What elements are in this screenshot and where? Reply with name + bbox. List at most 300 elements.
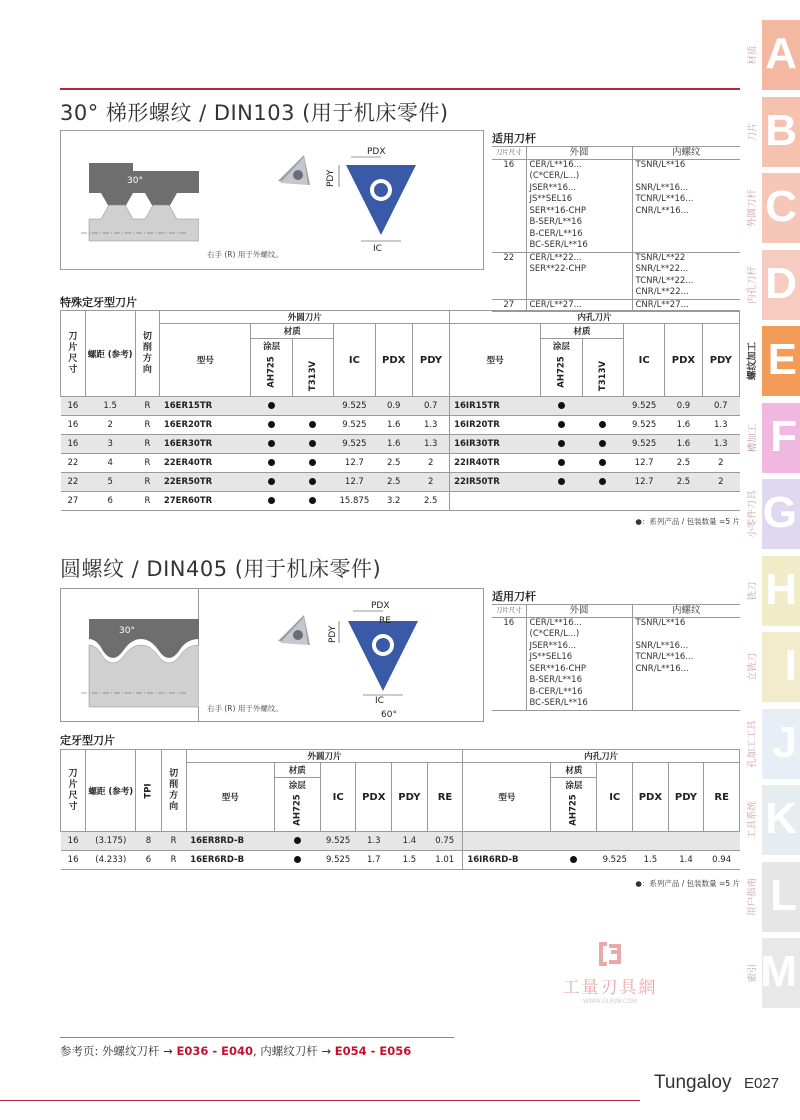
holder-table-din103 [492, 146, 740, 312]
side-tab-letter: B [765, 105, 797, 155]
holder-col-int: 内螺纹 [632, 605, 740, 618]
side-tab-label: 铣刀 [747, 580, 759, 601]
cell-int-ic: 9.525 [597, 851, 633, 870]
cell-ext-pdy: 2 [412, 454, 449, 473]
holder-col-size: 刀片尺寸 [492, 605, 526, 618]
cell-int-grade1 [541, 492, 582, 511]
cell-direction: R [135, 492, 160, 511]
side-tab-e[interactable] [747, 326, 800, 396]
watermark-url: WWW.GLRJW.COM [582, 998, 638, 1005]
col-size: 刀片尺寸 [61, 750, 86, 832]
side-tab-label: 小零件刀具 [747, 490, 759, 538]
holder-size [492, 229, 526, 241]
side-tab-h[interactable] [747, 556, 800, 626]
table-title-fixed: 定牙型刀片 [60, 734, 115, 747]
side-tab-label: 外圆刀杆 [747, 188, 759, 228]
holder-row [492, 240, 740, 252]
cell-tpi: 8 [136, 832, 161, 851]
side-tab-letter: L [770, 870, 797, 920]
holder-size [492, 698, 526, 710]
cell-int-grade2 [582, 492, 623, 511]
col-ext-re: RE [427, 763, 463, 832]
holder-ext: SER**16-CHP [526, 664, 632, 676]
holder-ext: CER/L**22... [526, 252, 632, 264]
holder-size [492, 675, 526, 687]
side-tab-i[interactable] [747, 632, 800, 702]
side-tab-a[interactable] [747, 20, 800, 90]
insert-dimension-drawing [321, 145, 441, 255]
thread-profile-drawing [61, 131, 199, 269]
top-rule [60, 88, 740, 90]
angle-label: 30° [127, 176, 143, 186]
series-dot-icon [268, 459, 275, 466]
cell-ext-ic: 12.7 [334, 473, 375, 492]
col-int-material: 材质 [541, 324, 624, 339]
hand-note: 右手 (R) 用于外螺纹。 [207, 704, 283, 713]
holder-ext [526, 287, 632, 299]
series-dot-icon [599, 459, 606, 466]
holder-size [492, 206, 526, 218]
side-tab-letter: H [765, 564, 797, 614]
holder-int: SNR/L**16... [635, 640, 689, 651]
cell-ext-ic: 9.525 [334, 435, 375, 454]
table-title-special: 特殊定牙型刀片 [60, 296, 137, 309]
cell-int-re [704, 832, 740, 851]
cell-int-model: 16IR30TR [450, 435, 541, 454]
series-dot-icon [558, 459, 565, 466]
holder-col-size: 刀片尺寸 [492, 147, 526, 160]
cell-int-ic: 9.525 [623, 416, 664, 435]
cell-pitch: 4 [85, 454, 135, 473]
svg-text:IC: IC [375, 696, 384, 706]
cell-int-ic: 9.525 [623, 397, 664, 416]
cell-direction: R [161, 832, 186, 851]
svg-text:IC: IC [373, 244, 382, 254]
holder-int [632, 698, 740, 710]
holder-ext [526, 276, 632, 288]
ref-link-int-holders[interactable]: E054 - E056 [334, 1044, 412, 1058]
col-ext-grade2: T313V [292, 339, 333, 397]
series-dot-icon [268, 478, 275, 485]
brand-logo: Tungaloy [654, 1072, 732, 1093]
svg-text:PDX: PDX [367, 147, 386, 157]
cell-ext-pdy: 1.5 [392, 851, 428, 870]
section-title-din405: 圆螺纹 / DIN405 (用于机床零件) [60, 557, 382, 581]
cell-int-grade2 [582, 435, 623, 454]
holder-ext: SER**22-CHP [526, 264, 632, 276]
cell-int-model: 16IR15TR [450, 397, 541, 416]
series-dot-icon [309, 459, 316, 466]
col-int-grade: 涂层 AH725 [551, 778, 597, 832]
holder-size [492, 217, 526, 229]
holder-size: 16 [503, 159, 515, 170]
cell-int-re: 0.94 [704, 851, 740, 870]
cell-ext-model: 16ER20TR [160, 416, 251, 435]
series-dot-icon [558, 440, 565, 447]
bottom-rule [0, 1100, 640, 1101]
holder-size [492, 276, 526, 288]
side-tab-letter: E [767, 335, 797, 384]
table-row [61, 492, 740, 511]
side-tab-d[interactable] [747, 250, 800, 320]
side-tab-label: 立铣刀 [747, 652, 759, 682]
holder-table-din405 [492, 604, 740, 711]
insert-table-din405 [60, 749, 740, 870]
cell-size: 16 [61, 851, 86, 870]
svg-text:PDX: PDX [371, 601, 390, 611]
legend-din103: ●：系列产品 / 包装数量 =5 片 [635, 517, 740, 526]
cell-ext-grade2 [292, 454, 333, 473]
cell-int-grade2 [582, 416, 623, 435]
cell-int-pdx: 1.5 [633, 851, 669, 870]
cell-ext-model: 22ER40TR [160, 454, 251, 473]
hand-note: 右手 (R) 用于外螺纹。 [207, 250, 283, 259]
cell-pitch: 5 [85, 473, 135, 492]
side-tab-c[interactable] [747, 173, 800, 243]
side-tab-label: 螺纹加工 [747, 341, 759, 381]
cell-ext-model: 16ER6RD-B [186, 851, 274, 870]
cell-ext-grade2 [292, 492, 333, 511]
holder-col-ext: 外圆 [526, 605, 632, 618]
ref-link-ext-holders[interactable]: E036 - E040 [176, 1044, 253, 1058]
cell-int-pdx: 1.6 [665, 435, 702, 454]
holder-size: 27 [492, 299, 526, 312]
series-dot-icon [309, 497, 316, 504]
cell-size: 16 [61, 435, 86, 454]
series-dot-icon [294, 856, 301, 863]
table-row [61, 435, 740, 454]
cell-ext-ic: 12.7 [334, 454, 375, 473]
round-thread-profile-drawing [61, 589, 199, 721]
cell-ext-pdy: 0.7 [412, 397, 449, 416]
footer-rule [60, 1037, 454, 1038]
series-dot-icon [599, 478, 606, 485]
holder-ext: CER/L**27... [526, 299, 632, 312]
holder-title: 适用刀杆 [492, 132, 536, 145]
cell-ext-pdy: 2.5 [412, 492, 449, 511]
holder-row [492, 159, 740, 183]
cell-int-pdy: 0.7 [702, 397, 739, 416]
table-row [61, 851, 740, 870]
col-int-pdy: PDY [668, 763, 704, 832]
holder-ext: JSER**16... [526, 641, 632, 653]
cell-ext-model: 16ER8RD-B [186, 832, 274, 851]
holder-int [632, 675, 740, 687]
cell-size: 16 [61, 832, 86, 851]
cell-int-grade2 [582, 454, 623, 473]
cell-ext-grade1 [251, 492, 292, 511]
cell-int-ic [597, 832, 633, 851]
holder-row [492, 617, 740, 641]
insert-table-din103 [60, 310, 740, 511]
series-dot-icon [294, 837, 301, 844]
holder-row [492, 194, 740, 206]
cell-size: 27 [61, 492, 86, 511]
cell-ext-ic: 9.525 [320, 851, 356, 870]
side-tab-letter: C [765, 182, 797, 231]
cell-ext-re: 0.75 [427, 832, 463, 851]
holder-ext: JS**SEL16 [526, 194, 632, 206]
cell-direction: R [135, 454, 160, 473]
col-int-ic: IC [623, 324, 664, 397]
side-tab-letter: K [765, 794, 797, 843]
cell-ext-pdy: 1.4 [392, 832, 428, 851]
col-size: 刀片尺寸 [61, 311, 86, 397]
cell-pitch: 6 [85, 492, 135, 511]
holder-row [492, 641, 740, 653]
holder-ext: BC-SER/L**16 [526, 240, 632, 252]
table-row [61, 832, 740, 851]
series-dot-icon [558, 478, 565, 485]
col-group-int: 内孔刀片 [463, 750, 740, 763]
holder-int: TCNR/L**22... [635, 275, 694, 286]
col-ext-model: 型号 [160, 324, 251, 397]
side-tab-letter: A [765, 29, 797, 78]
page-number: E027 [744, 1075, 780, 1092]
side-tab-label: 孔加工工具 [747, 719, 759, 768]
col-direction: 切削方向 [135, 311, 160, 397]
watermark-text: 工量刃具網 [562, 978, 658, 998]
cell-int-grade2 [582, 473, 623, 492]
cell-int-pdy: 2 [702, 454, 739, 473]
cell-int-pdy [668, 832, 704, 851]
cell-int-grade1 [541, 435, 582, 454]
holder-row [492, 652, 740, 664]
table-row [61, 454, 740, 473]
holder-size [492, 240, 526, 252]
side-tab-j[interactable] [747, 709, 800, 779]
cell-int-pdy: 1.4 [668, 851, 704, 870]
holder-row [492, 229, 740, 241]
holder-int [632, 240, 740, 252]
side-tab-letter: J [772, 717, 797, 767]
cell-int-grade2 [582, 397, 623, 416]
holder-size [492, 641, 526, 653]
cell-ext-grade1 [251, 454, 292, 473]
cell-pitch: 1.5 [85, 397, 135, 416]
cell-int-pdx: 2.5 [665, 473, 702, 492]
table-row [61, 416, 740, 435]
holder-size: 16 [503, 617, 515, 628]
insert-dimension-drawing [323, 599, 453, 721]
cell-int-ic: 12.7 [623, 454, 664, 473]
holder-int: TSNR/L**16 [635, 617, 686, 628]
cell-int-pdx: 2.5 [665, 454, 702, 473]
holder-ext: B-SER/L**16 [526, 675, 632, 687]
holder-int [632, 687, 740, 699]
cell-tpi: 6 [136, 851, 161, 870]
reference-pages: 参考页: 外螺纹刀杆 → E036 - E040, 内螺纹刀杆 → E054 - E056 [60, 1044, 412, 1058]
side-tab-g[interactable] [747, 479, 800, 549]
holder-int: CNR/L**16... [635, 205, 689, 216]
cell-int-pdx [633, 832, 669, 851]
series-dot-icon [268, 440, 275, 447]
holder-col-ext: 外圆 [526, 147, 632, 160]
holder-int: TSNR/L**22 [632, 252, 740, 264]
cell-ext-ic: 9.525 [334, 416, 375, 435]
holder-ext: CER/L**16... (C*CER/L...) [526, 617, 632, 641]
col-pitch: 螺距 (参考) [85, 311, 135, 397]
cell-int-grade1 [541, 473, 582, 492]
cell-int-pdy: 1.3 [702, 435, 739, 454]
cell-int-grade1 [541, 397, 582, 416]
cell-ext-pdx: 1.6 [375, 416, 412, 435]
side-tab-label: 内孔刀杆 [747, 265, 759, 304]
col-ext-pdy: PDY [412, 324, 449, 397]
side-tab-b[interactable] [747, 97, 800, 167]
col-int-grade2: T313V [582, 339, 623, 397]
svg-text:PDY: PDY [328, 625, 338, 643]
side-tab-letter: M [760, 947, 797, 996]
cell-int-grade [551, 832, 597, 851]
illustration-panel-din405 [60, 588, 484, 722]
illustration-panel-din103 [60, 130, 484, 270]
cell-direction: R [161, 851, 186, 870]
col-int-pdx: PDX [665, 324, 702, 397]
col-pitch: 螺距 (参考) [86, 750, 136, 832]
side-tab-label: 索引 [747, 963, 759, 983]
cell-ext-grade [274, 851, 320, 870]
holder-ext: SER**16-CHP [526, 206, 632, 218]
cell-int-pdx: 1.6 [665, 416, 702, 435]
side-tab-m[interactable] [747, 938, 800, 1008]
holder-size [492, 687, 526, 699]
table-row [61, 473, 740, 492]
holder-ext: CER/L**16... (C*CER/L...) [526, 159, 632, 183]
col-int-material: 材质 [551, 763, 597, 778]
cell-ext-ic: 15.875 [334, 492, 375, 511]
holder-row [492, 264, 740, 276]
side-tab-f[interactable] [747, 403, 800, 473]
holder-int: CNR/L**16... [635, 663, 689, 674]
series-dot-icon [599, 421, 606, 428]
cell-direction: R [135, 435, 160, 454]
cell-ext-model: 27ER60TR [160, 492, 251, 511]
side-tab-letter: I [784, 641, 797, 690]
cell-ext-model: 22ER50TR [160, 473, 251, 492]
cell-size: 16 [61, 416, 86, 435]
cell-direction: R [135, 397, 160, 416]
col-int-pdy: PDY [702, 324, 739, 397]
cell-size: 16 [61, 397, 86, 416]
col-int-grades: 涂层 AH725 [541, 339, 582, 397]
holder-row [492, 287, 740, 299]
col-int-pdx: PDX [633, 763, 669, 832]
holder-row [492, 675, 740, 687]
holder-ext: B-SER/L**16 [526, 217, 632, 229]
side-tab-letter: G [762, 488, 797, 537]
cell-ext-re: 1.01 [427, 851, 463, 870]
cell-ext-grade2 [292, 435, 333, 454]
svg-text:RE: RE [379, 616, 391, 626]
cell-ext-pdx: 1.6 [375, 435, 412, 454]
holder-int: CNR/L**22... [632, 287, 740, 299]
cell-int-model: 16IR6RD-B [463, 851, 551, 870]
svg-text:60°: 60° [381, 710, 397, 720]
holder-int: SNR/L**22... [635, 264, 689, 274]
cell-ext-pdx: 1.7 [356, 851, 392, 870]
holder-row [492, 276, 740, 288]
cell-ext-model: 16ER30TR [160, 435, 251, 454]
cell-int-pdy: 1.3 [702, 416, 739, 435]
watermark [540, 940, 680, 1005]
cell-int-model: 22IR40TR [450, 454, 541, 473]
col-tpi: TPI [136, 750, 161, 832]
holder-int: TCNR/L**16... [635, 652, 694, 662]
holder-int: TCNR/L**16... [635, 194, 694, 204]
holder-ext: JS**SEL16 [526, 652, 632, 664]
cell-int-pdy [702, 492, 739, 511]
table-row [61, 397, 740, 416]
holder-row [492, 183, 740, 195]
col-direction: 切削方向 [161, 750, 186, 832]
cell-ext-pdy: 1.3 [412, 416, 449, 435]
side-tab-label: 槽加工 [747, 423, 759, 452]
cell-int-model: 22IR50TR [450, 473, 541, 492]
side-tab-label: 工具系统 [747, 800, 759, 840]
cell-int-ic: 9.525 [623, 435, 664, 454]
cell-pitch: 2 [85, 416, 135, 435]
col-ext-model: 型号 [186, 763, 274, 832]
side-tab-label: 刀片 [747, 121, 759, 142]
col-ext-pdx: PDX [375, 324, 412, 397]
cell-ext-grade1 [251, 416, 292, 435]
angle-label: 30° [119, 626, 135, 636]
cell-size: 22 [61, 473, 86, 492]
col-ext-ic: IC [320, 763, 356, 832]
cell-int-grade [551, 851, 597, 870]
col-group-ext: 外圆刀片 [160, 311, 450, 324]
series-dot-icon [309, 421, 316, 428]
cell-size: 22 [61, 454, 86, 473]
cell-ext-grade2 [292, 416, 333, 435]
side-tab-label: 材质 [747, 45, 759, 65]
cell-ext-ic: 9.525 [320, 832, 356, 851]
holder-int: CNR/L**27... [632, 299, 740, 312]
col-int-model: 型号 [463, 763, 551, 832]
side-tab-l[interactable] [747, 862, 800, 932]
col-int-model: 型号 [450, 324, 541, 397]
cell-ext-grade1 [251, 397, 292, 416]
holder-row [492, 217, 740, 229]
cell-ext-pdy: 1.3 [412, 435, 449, 454]
holder-row [492, 252, 740, 264]
holder-ext: JSER**16... [526, 183, 632, 195]
series-dot-icon [268, 402, 275, 409]
holder-int: SNR/L**16... [635, 182, 689, 193]
col-ext-grades: 涂层 AH725 [251, 339, 292, 397]
side-tab-k[interactable] [747, 785, 800, 855]
series-dot-icon [309, 440, 316, 447]
series-dot-icon [558, 421, 565, 428]
series-dot-icon [268, 421, 275, 428]
col-int-ic: IC [597, 763, 633, 832]
holder-int [632, 217, 740, 229]
cell-ext-model: 16ER15TR [160, 397, 251, 416]
cell-int-ic: 12.7 [623, 473, 664, 492]
series-dot-icon [599, 440, 606, 447]
cell-int-ic [623, 492, 664, 511]
series-dot-icon [268, 497, 275, 504]
col-ext-material: 材质 [251, 324, 334, 339]
cell-pitch: 3 [85, 435, 135, 454]
series-dot-icon [570, 856, 577, 863]
holder-size [492, 664, 526, 676]
cell-ext-pdx: 2.5 [375, 473, 412, 492]
col-group-ext: 外圆刀片 [186, 750, 463, 763]
holder-title: 适用刀杆 [492, 590, 536, 603]
cell-int-model [463, 832, 551, 851]
